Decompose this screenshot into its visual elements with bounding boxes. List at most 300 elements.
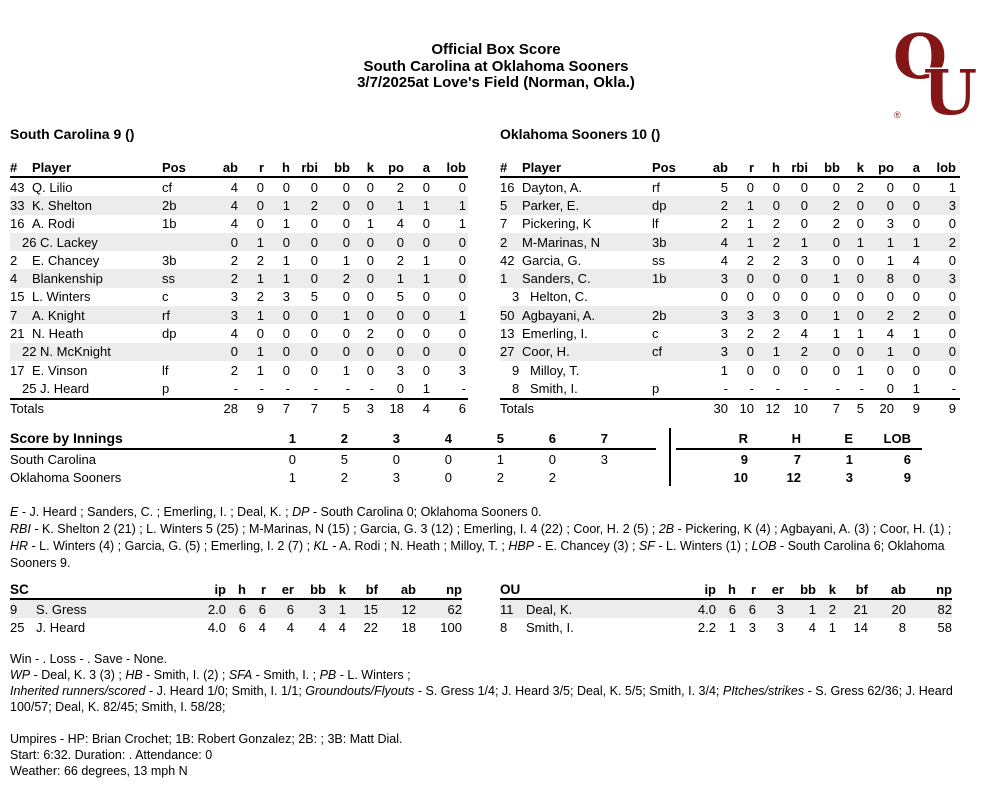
cell-number: 8 [512,380,520,396]
inning-1-score: 1 [288,469,296,485]
cell-number: 9 [512,362,520,378]
cell-lob: 1 [948,179,956,195]
cell-pos: 1b [652,271,667,287]
cell-po: 0 [886,289,894,305]
cell-h: 0 [282,307,290,323]
cell-number: 43 [10,179,25,195]
total-a: 4 [422,401,430,417]
cell-player: Smith, I. [530,380,578,396]
cell-player: J. Heard [40,380,90,396]
column-header-h: h [772,159,780,175]
cell-ab: 4 [720,252,728,268]
cell-k: 1 [856,326,864,342]
player-row [500,196,960,214]
cell-lob: 0 [948,216,956,232]
cell-rbi: 2 [310,197,318,213]
notes-paragraph: RBI - K. Shelton 2 (21) ; L. Winters 5 (25) ; M-Marinas, N (15) ; Garcia, G. 3 (12) ; Emerling, I. 4 (22) ; Coor, H. 2 (5) ; 2B - Pickering, K (4) ; Agbayani, A. (3) ; Coor, H. (1) ; HR - L. Winters (4) ; Garcia, G. (5) ; Emerling, I. 2 (7) ; KL - A. Rodi ; N. Heath ; Milloy, T. ; HBP - E. Chancey (3) ; SF - L. Winters (1) ; LOB - South Carolina 6; Oklahoma Sooners 9. [10,522,952,570]
total-r: 9 [256,401,264,417]
cell-lob: 1 [458,307,466,323]
cell-k: 0 [856,197,864,213]
pitching-header-row [500,580,952,600]
total-lob: 9 [948,401,956,417]
cell-pitcher: Deal, K. [526,601,573,617]
cell-po: 0 [886,380,894,396]
pitching-section-oklahoma [500,580,952,636]
score-by-innings-table [10,428,922,486]
cell-k: 0 [366,271,374,287]
cell-a: 1 [912,326,920,342]
innings-grid [10,428,656,486]
inning-header-7: 7 [600,430,608,446]
total-h: 12 [765,401,780,417]
cell-number: 4 [10,271,18,287]
cell-a: 1 [422,271,430,287]
cell-h: 1 [282,197,290,213]
column-header-a: a [422,159,430,175]
inning-1-score: 0 [288,451,296,467]
cell-np: 62 [447,601,462,617]
inning-2-score: 2 [340,469,348,485]
player-row [10,379,468,397]
header-block [0,42,992,92]
cell-player: Helton, C. [530,289,588,305]
cell-player: E. Vinson [32,362,88,378]
cell-po: 0 [396,307,404,323]
cell-po: 4 [396,216,404,232]
player-row [10,343,468,361]
summary-R-value: 10 [733,469,748,485]
cell-k: 0 [856,289,864,305]
cell-bb: 1 [832,307,840,323]
cell-rbi: 2 [800,344,808,360]
cell-bb: 4 [808,619,816,635]
cell-player: E. Chancey [32,252,100,268]
cell-ab: 20 [891,601,906,617]
cell-po: 3 [886,216,894,232]
cell-bb: 0 [342,326,350,342]
cell-ab: 1 [720,362,728,378]
pitching-header-row [10,580,462,600]
cell-lob: - [461,380,466,396]
cell-ab: 12 [401,601,416,617]
cell-a: 0 [422,216,430,232]
cell-k: - [369,380,374,396]
cell-pos: c [652,326,659,342]
cell-h: 2 [772,252,780,268]
cell-ab: 4 [230,216,238,232]
cell-ab: 4 [230,179,238,195]
weather-line: Weather: 66 degrees, 13 mph N [10,764,188,778]
result-line: Win - . Loss - . Save - None. [10,652,167,666]
cell-ab: 0 [720,289,728,305]
cell-number: 1 [500,271,508,287]
cell-bb: - [345,380,350,396]
cell-k: 0 [366,197,374,213]
cell-k: 1 [366,216,374,232]
player-row [10,215,468,233]
cell-po: 1 [886,344,894,360]
date-venue-line: 3/7/2025at Love's Field (Norman, Okla.) [357,74,635,91]
cell-r: - [259,380,264,396]
cell-a: 0 [422,344,430,360]
cell-bb: 1 [342,307,350,323]
cell-k: 0 [856,307,864,323]
cell-rbi: 3 [800,252,808,268]
cell-lob: 0 [948,289,956,305]
column-header-k: k [338,581,346,597]
cell-a: 0 [912,362,920,378]
inning-header-2: 2 [340,430,348,446]
inning-5-score: 2 [496,469,504,485]
summary-LOB-value: 6 [903,451,911,467]
batting-table [500,158,960,418]
cell-h: 0 [772,271,780,287]
column-header-np: np [446,581,462,597]
cell-ab: 0 [230,344,238,360]
totals-label: Totals [500,401,534,417]
cell-a: 0 [422,362,430,378]
cell-r: 6 [748,601,756,617]
total-po: 20 [879,401,894,417]
player-row [500,306,960,324]
cell-number: 3 [512,289,520,305]
cell-np: 100 [440,619,462,635]
batting-header-row [10,158,468,178]
cell-ab: 3 [720,307,728,323]
notes-paragraph: E - J. Heard ; Sanders, C. ; Emerling, I. ; Deal, K. ; DP - South Carolina 0; Oklahoma Sooners 0. [10,505,542,519]
summary-LOB-value: 9 [903,469,911,485]
total-bb: 7 [832,401,840,417]
cell-po: 3 [396,362,404,378]
cell-bb: 2 [832,216,840,232]
pitching-section-south-carolina [10,580,462,636]
cell-h: 1 [282,271,290,287]
cell-number: 9 [10,601,18,617]
cell-player: C. Lackey [40,234,98,250]
column-header-np: np [936,581,952,597]
summary-E-value: 3 [845,469,853,485]
cell-bb: 0 [342,234,350,250]
cell-bb: 0 [832,234,840,250]
cell-rbi: 0 [310,271,318,287]
cell-number: 26 [22,234,37,250]
cell-k: 1 [828,619,836,635]
cell-ab: 3 [230,289,238,305]
cell-bb: 0 [342,216,350,232]
cell-k: 0 [366,252,374,268]
cell-bb: 0 [832,362,840,378]
stat-label: SFA [228,668,253,682]
stat-label: WP [10,668,31,682]
cell-bb: 0 [342,197,350,213]
score-by-innings-title: Score by Innings [10,430,123,446]
cell-ab: 8 [898,619,906,635]
cell-number: 25 [10,619,25,635]
cell-h: 0 [772,197,780,213]
cell-r: 0 [256,197,264,213]
cell-player: Milloy, T. [530,362,580,378]
cell-r: 2 [256,289,264,305]
cell-rbi: 0 [310,307,318,323]
total-k: 5 [856,401,864,417]
cell-h: 3 [772,307,780,323]
cell-po: 0 [396,380,404,396]
cell-k: 2 [366,326,374,342]
stat-label: PB [319,668,337,682]
cell-po: 5 [396,289,404,305]
cell-rbi: 0 [800,362,808,378]
cell-bb: - [835,380,840,396]
svg-text:®: ® [894,110,901,120]
cell-number: 21 [10,326,25,342]
cell-player: Emerling, I. [522,326,588,342]
cell-k: 0 [366,344,374,360]
cell-player: N. Heath [32,326,84,342]
cell-rbi: 0 [310,252,318,268]
pitching-notes-line: WP - Deal, K. 3 (3) ; HB - Smith, I. (2) ; SFA - Smith, I. ; PB - L. Winters ; [10,668,411,682]
column-header-h: h [728,581,736,597]
cell-a: 0 [422,289,430,305]
cell-pos: 2b [652,307,667,323]
page-title: Official Box Score [431,41,561,58]
cell-k: 2 [828,601,836,617]
column-header-r: r [258,159,264,175]
stat-label: E [10,505,19,519]
totals-label: Totals [10,401,44,417]
cell-ab: - [723,380,728,396]
cell-bb: 1 [808,601,816,617]
cell-rbi: 0 [800,197,808,213]
cell-h: 1 [282,252,290,268]
cell-er: 3 [776,619,784,635]
cell-po: 2 [396,252,404,268]
cell-k: - [859,380,864,396]
cell-pitcher: J. Heard [36,619,86,635]
player-row [10,306,468,324]
cell-bf: 22 [363,619,378,635]
summary-E-value: 1 [845,451,853,467]
cell-number: 13 [500,326,515,342]
cell-h: 0 [772,289,780,305]
pitching-team-abbr: OU [500,581,521,597]
inning-header-1: 1 [288,430,296,446]
cell-bf: 14 [853,619,868,635]
cell-rbi: 4 [800,326,808,342]
cell-player: Coor, H. [522,344,570,360]
cell-player: A. Knight [32,307,85,323]
cell-a: 0 [912,271,920,287]
game-notes [10,504,968,572]
cell-player: Parker, E. [522,197,580,213]
cell-number: 2 [500,234,508,250]
total-ab: 28 [223,401,238,417]
inning-6-score: 0 [548,451,556,467]
cell-number: 2 [10,252,18,268]
cell-po: 0 [396,344,404,360]
cell-a: 0 [912,344,920,360]
cell-bb: 1 [832,271,840,287]
total-rbi: 7 [310,401,318,417]
stat-label: HBP [508,539,535,553]
cell-r: 2 [746,252,754,268]
team-name: South Carolina [10,451,96,467]
cell-player: Sanders, C. [522,271,591,287]
cell-r: 1 [256,271,264,287]
cell-lob: 0 [458,289,466,305]
player-row [500,324,960,342]
cell-a: 1 [912,380,920,396]
innings-summary-grid [676,428,922,486]
column-header-bb: bb [800,581,816,597]
total-h: 7 [282,401,290,417]
innings-header-row [10,428,656,450]
cell-pos: ss [162,271,175,287]
inning-header-4: 4 [444,430,452,446]
footer-gap [10,715,970,731]
cell-pos: 2b [162,197,177,213]
summary-header-row [676,428,922,450]
cell-bb: 4 [318,619,326,635]
cell-rbi: 0 [800,289,808,305]
cell-pos: cf [652,344,663,360]
cell-player: Dayton, A. [522,179,582,195]
cell-h: - [285,380,290,396]
team-summary-row [676,468,922,486]
svg-text:U: U [923,56,977,120]
cell-h: 2 [772,326,780,342]
cell-bb: 0 [342,179,350,195]
cell-pos: lf [652,216,659,232]
cell-po: 0 [886,362,894,378]
cell-r: 1 [256,362,264,378]
column-header-Player: Player [522,159,562,175]
cell-bb: 0 [342,344,350,360]
cell-lob: 0 [458,252,466,268]
cell-ip: 2.0 [207,601,226,617]
cell-k: 0 [366,289,374,305]
cell-lob: 0 [948,307,956,323]
player-row [500,215,960,233]
cell-bb: 3 [318,601,326,617]
cell-player: A. Rodi [32,216,75,232]
summary-H-value: 12 [786,469,801,485]
cell-ab: 2 [230,362,238,378]
inning-5-score: 1 [496,451,504,467]
column-header-k: k [828,581,836,597]
cell-er: 3 [776,601,784,617]
cell-number: 15 [10,289,25,305]
cell-ab: 2 [230,252,238,268]
cell-h: 6 [238,619,246,635]
cell-r: 1 [256,344,264,360]
column-header-bf: bf [365,581,378,597]
column-header-ab: ab [890,581,906,597]
column-header-h: h [238,581,246,597]
cell-player: M-Marinas, N [522,234,601,250]
inning-4-score: 0 [444,469,452,485]
cell-h: 1 [728,619,736,635]
cell-h: 0 [282,234,290,250]
cell-rbi: - [803,380,808,396]
cell-pos: 1b [162,216,177,232]
cell-r: 0 [746,362,754,378]
cell-bb: 2 [342,271,350,287]
cell-number: 17 [10,362,25,378]
cell-r: 1 [256,307,264,323]
cell-number: 5 [500,197,508,213]
cell-player: Garcia, G. [522,252,582,268]
inning-2-score: 5 [340,451,348,467]
matchup-line: South Carolina at Oklahoma Sooners [363,57,629,75]
cell-player: Q. Lilio [32,179,73,195]
stat-label: HB [125,668,143,682]
cell-lob: 3 [948,197,956,213]
cell-po: 1 [396,271,404,287]
cell-rbi: 1 [800,234,808,250]
team-heading: Oklahoma Sooners 10 () [500,126,661,142]
player-row [10,178,468,196]
stat-label: LOB [751,539,777,553]
cell-k: 0 [856,344,864,360]
column-header-er: er [771,581,784,597]
column-header-#: # [10,159,18,175]
cell-ab: - [233,380,238,396]
cell-number: 42 [500,252,515,268]
cell-bb: 1 [832,326,840,342]
cell-k: 0 [366,362,374,378]
stat-label: DP [292,505,310,519]
pitching-table [10,580,462,636]
cell-h: 2 [772,216,780,232]
cell-player: Agbayani, A. [522,307,595,323]
cell-pos: 3b [162,252,177,268]
cell-a: 1 [422,380,430,396]
stat-label: KL [313,539,329,553]
column-header-po: po [388,159,404,175]
inning-header-6: 6 [548,430,556,446]
cell-bb: 1 [342,362,350,378]
column-header-Pos: Pos [652,159,676,175]
cell-po: 1 [886,252,894,268]
cell-ab: 4 [720,234,728,250]
summary-R-value: 9 [740,451,748,467]
totals-row [500,398,960,418]
stat-label: RBI [10,522,31,536]
cell-a: 0 [912,216,920,232]
cell-er: 4 [286,619,294,635]
cell-bb: 0 [342,289,350,305]
cell-k: 0 [856,252,864,268]
total-r: 10 [739,401,754,417]
cell-pos: dp [162,326,177,342]
cell-ab: 3 [230,307,238,323]
inning-6-score: 2 [548,469,556,485]
player-row [500,233,960,251]
footer-block [10,651,970,779]
cell-rbi: 0 [310,216,318,232]
cell-number: 11 [500,601,514,617]
summary-header-E: E [844,430,853,446]
pitcher-row [10,600,462,618]
cell-lob: 0 [458,326,466,342]
team-summary-row [676,450,922,468]
cell-k: 0 [856,216,864,232]
column-header-k: k [366,159,374,175]
cell-lob: 0 [948,252,956,268]
cell-lob: 0 [458,234,466,250]
cell-k: 0 [856,271,864,287]
pitching-team-abbr: SC [10,581,29,597]
